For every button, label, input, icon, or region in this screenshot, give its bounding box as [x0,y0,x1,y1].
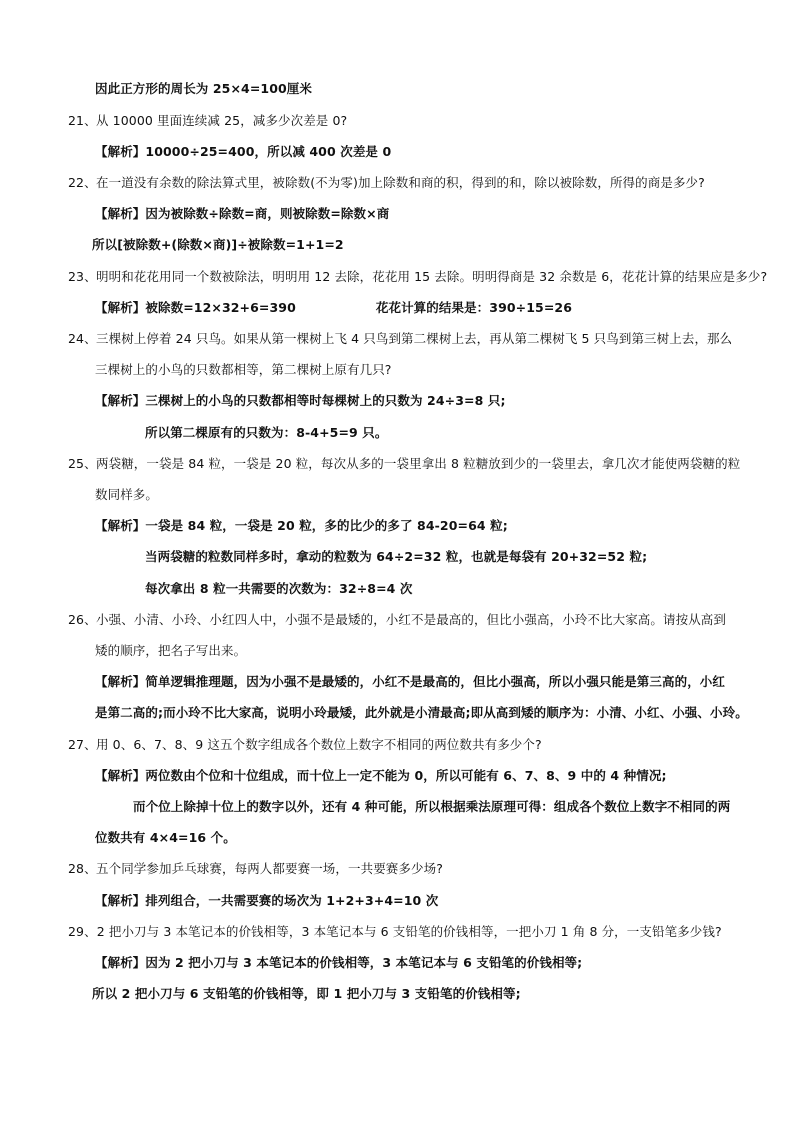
question-23: 23、明明和花花用同一个数被除法，明明用 12 去除，花花用 15 去除。明明得商是 32 余数是 6，花花计算的结果应是多少? [68,269,768,284]
answer-24: 【解析】三棵树上的小鸟的只数都相等时每棵树上的只数为 24÷3=8 只; [95,393,506,408]
question-22: 22、在一道没有余数的除法算式里，被除数(不为零)加上除数和商的积，得到的和，除以被除数，所得的商是多少? [68,175,705,190]
answer-21: 【解析】10000÷25=400，所以减 400 次差是 0 [95,144,392,159]
question-24-cont: 三棵树上的小鸟的只数都相等，第二棵树上原有几只? [95,362,392,377]
question-28: 28、五个同学参加乒乓球赛，每两人都要赛一场，一共要赛多少场? [68,861,443,876]
answer-28: 【解析】排列组合，一共需要赛的场次为 1+2+3+4=10 次 [95,893,439,908]
question-number: 26、 [68,612,97,627]
question-25: 25、两袋糖，一袋是 84 粒，一袋是 20 粒，每次从多的一袋里拿出 8 粒糖放到少的一袋里去，拿几次才能使两袋糖的粒 [68,456,741,471]
question-number: 24、 [68,331,97,346]
question-number: 21、 [68,113,97,128]
answer-27: 【解析】两位数由个位和十位组成，而十位上一定不能为 0，所以可能有 6、7、8、9 中的 4 种情况; [95,768,667,783]
question-number: 22、 [68,175,97,190]
answer-22: 【解析】因为被除数÷除数=商，则被除数=除数×商 [95,206,390,221]
question-number: 29、 [68,924,97,939]
question-21: 21、从 10000 里面连续减 25，减多少次差是 0? [68,113,348,128]
question-29: 29、2 把小刀与 3 本笔记本的价钱相等，3 本笔记本与 6 支铅笔的价钱相等，一把小刀 1 角 8 分，一支铅笔多少钱? [68,924,722,939]
question-number: 23、 [68,269,97,284]
answer-line: 因此正方形的周长为 25×4=100厘米 [95,81,312,96]
answer-24-cont: 所以第二棵原有的只数为：8-4+5=9 只。 [145,425,388,440]
answer-23: 【解析】被除数=12×32+6=390 花花计算的结果是：390÷15=26 [95,300,573,315]
answer-22-cont: 所以[被除数+(除数×商)]÷被除数=1+1=2 [92,237,344,252]
answer-25-cont: 每次拿出 8 粒一共需要的次数为：32÷8=4 次 [145,581,413,596]
question-24: 24、三棵树上停着 24 只鸟。如果从第一棵树上飞 4 只鸟到第二棵树上去，再从第二棵树飞 5 只鸟到第三树上去，那么 [68,331,733,346]
question-26: 26、小强、小清、小玲、小红四人中，小强不是最矮的，小红不是最高的，但比小强高，小玲不比大家高。请按从高到 [68,612,727,627]
question-number: 27、 [68,737,97,752]
answer-25-cont: 当两袋糖的粒数同样多时，拿动的粒数为 64÷2=32 粒，也就是每袋有 20+32=52 粒; [145,549,648,564]
answer-27-cont: 位数共有 4×4=16 个。 [95,830,236,845]
question-27: 27、用 0、6、7、8、9 这五个数字组成各个数位上数字不相同的两位数共有多少个? [68,737,542,752]
answer-27-cont: 而个位上除掉十位上的数字以外，还有 4 种可能，所以根据乘法原理可得：组成各个数位上数字不相同的两 [133,799,731,814]
answer-29: 【解析】因为 2 把小刀与 3 本笔记本的价钱相等，3 本笔记本与 6 支铅笔的价钱相等; [95,955,583,970]
answer-25: 【解析】一袋是 84 粒，一袋是 20 粒，多的比少的多了 84-20=64 粒; [95,518,508,533]
question-number: 28、 [68,861,97,876]
question-26-cont: 矮的顺序，把名子写出来。 [95,643,247,658]
answer-26: 【解析】简单逻辑推理题，因为小强不是最矮的，小红不是最高的，但比小强高，所以小强只能是第三高的，小红 [95,674,726,689]
answer-26-cont: 是第二高的;而小玲不比大家高，说明小玲最矮，此外就是小清最高;即从高到矮的顺序为：小清、小红、小强、小玲。 [95,705,748,720]
question-25-cont: 数同样多。 [95,487,159,502]
question-number: 25、 [68,456,97,471]
answer-29-cont: 所以 2 把小刀与 6 支铅笔的价钱相等，即 1 把小刀与 3 支铅笔的价钱相等; [92,986,521,1001]
